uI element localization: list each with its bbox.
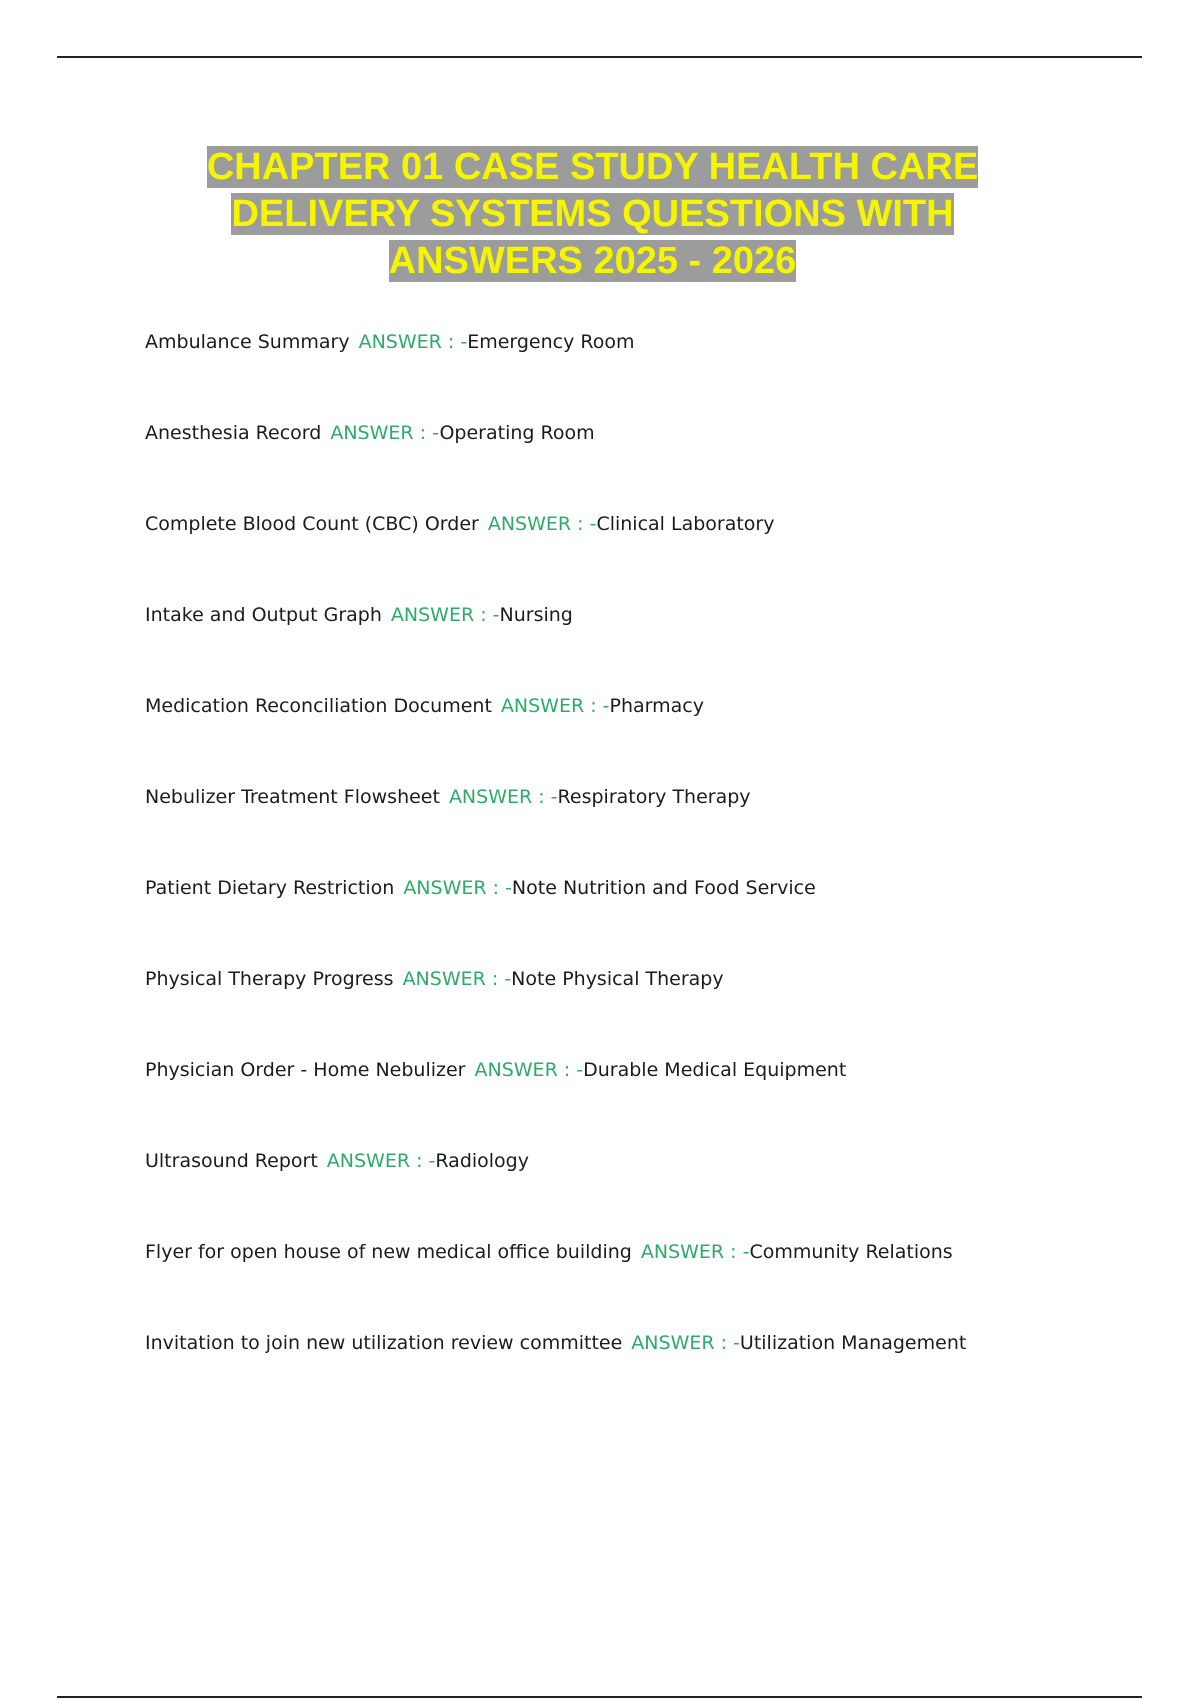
qa-item	[145, 965, 1145, 1056]
answer-label: ANSWER : -	[474, 1059, 584, 1081]
question-text: Ambulance Summary	[145, 331, 350, 353]
top-rule	[57, 56, 1142, 58]
qa-item	[145, 1147, 1145, 1238]
question-text: Flyer for open house of new medical office building	[145, 1241, 632, 1263]
qa-item	[145, 601, 1145, 692]
answer-label: ANSWER : -	[330, 422, 440, 444]
answer-label: ANSWER : -	[403, 877, 512, 899]
answer-text: Operating Room	[439, 422, 595, 444]
qa-item	[145, 1238, 1145, 1329]
question-text: Patient Dietary Restriction	[145, 877, 395, 899]
question-text: Invitation to join new utilization review committee	[145, 1332, 623, 1354]
question-text: Complete Blood Count (CBC) Order	[145, 513, 479, 535]
answer-label: ANSWER : -	[358, 331, 468, 353]
answer-text: Community Relations	[749, 1241, 953, 1263]
qa-item	[145, 874, 1145, 965]
answer-text: Pharmacy	[609, 695, 704, 717]
answer-label: ANSWER : -	[500, 695, 610, 717]
answer-text: Emergency Room	[467, 331, 635, 353]
answer-label: ANSWER : -	[640, 1241, 750, 1263]
qa-item	[145, 328, 1145, 419]
question-text: Nebulizer Treatment Flowsheet	[145, 786, 440, 808]
answer-text: Durable Medical Equipment	[583, 1059, 847, 1081]
answer-label: ANSWER : -	[390, 604, 500, 626]
answer-text: Clinical Laboratory	[596, 513, 775, 535]
answer-label: ANSWER : -	[631, 1332, 740, 1354]
answer-label: ANSWER : -	[487, 513, 597, 535]
answer-text: Note Nutrition and Food Service	[511, 877, 816, 899]
document-title: CHAPTER 01 CASE STUDY HEALTH CARE DELIVERY SYSTEMS QUESTIONS WITH ANSWERS 2025 - 2026	[206, 146, 979, 282]
answer-text: Nursing	[499, 604, 573, 626]
answer-text: Radiology	[435, 1150, 529, 1172]
question-text: Intake and Output Graph	[145, 604, 382, 626]
qa-item	[145, 510, 1145, 601]
bottom-rule	[57, 1696, 1142, 1698]
question-text: Physician Order - Home Nebulizer	[145, 1059, 466, 1081]
question-text: Physical Therapy Progress	[145, 968, 394, 990]
qa-item	[145, 783, 1145, 874]
answer-label: ANSWER : -	[448, 786, 558, 808]
answer-text: Respiratory Therapy	[557, 786, 751, 808]
question-text: Anesthesia Record	[145, 422, 322, 444]
qa-item	[145, 1329, 1145, 1420]
answer-label: ANSWER : -	[326, 1150, 436, 1172]
qa-item	[145, 1056, 1145, 1147]
qa-item	[145, 692, 1145, 783]
answer-label: ANSWER : -	[402, 968, 512, 990]
answer-text: Note Physical Therapy	[511, 968, 724, 990]
answer-text: Utilization Management	[739, 1332, 967, 1354]
title-block	[150, 144, 1035, 285]
qa-list	[145, 328, 1145, 1420]
qa-item	[145, 419, 1145, 510]
question-text: Ultrasound Report	[145, 1150, 318, 1172]
question-text: Medication Reconciliation Document	[145, 695, 492, 717]
